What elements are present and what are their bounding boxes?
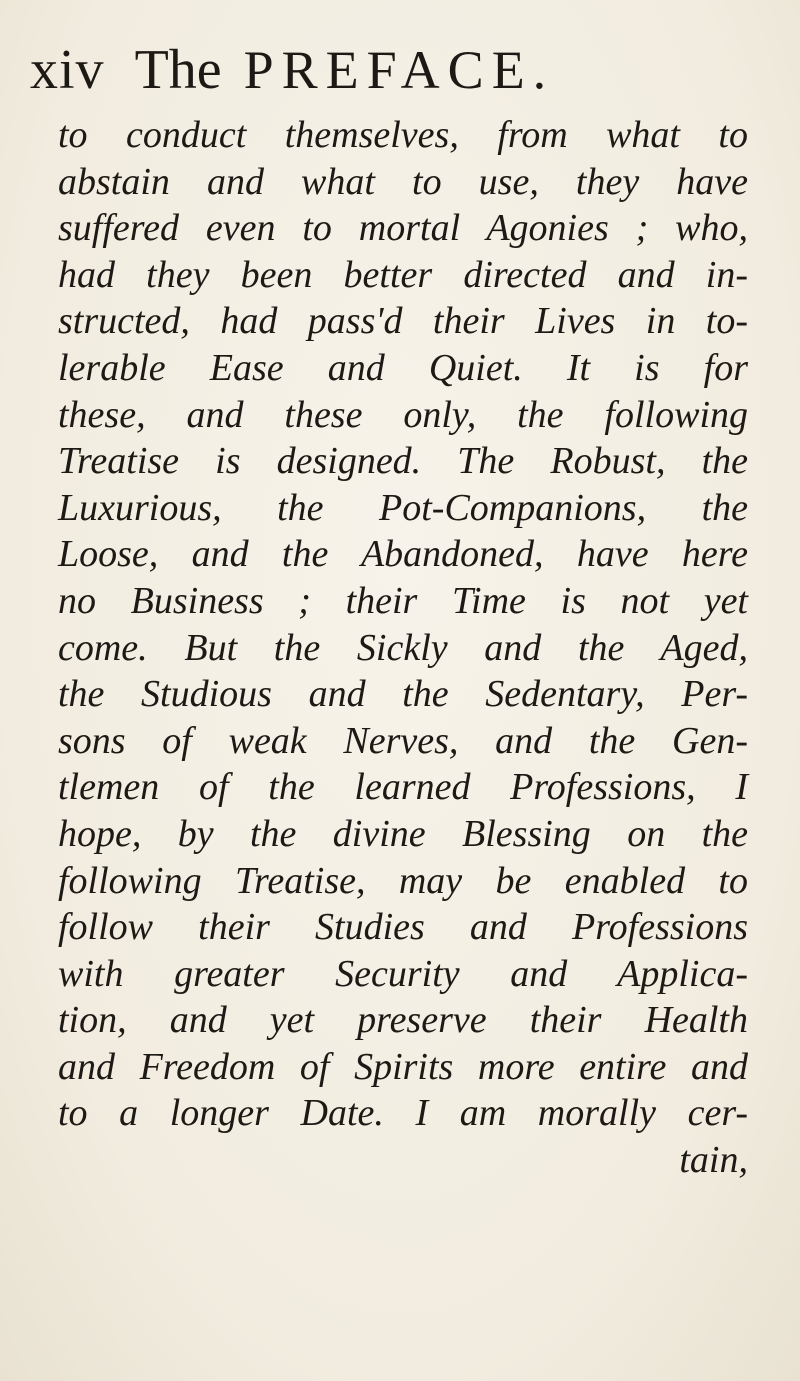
text-line: the Studious and the Sedentary, Per- <box>58 673 748 716</box>
running-title-preface: PREFACE. <box>243 40 555 100</box>
text-line: suffered even to mortal Agonies ; who, <box>58 207 748 250</box>
text-line: following Treatise, may be enabled to <box>58 859 748 902</box>
text-line: no Business ; their Time is not yet <box>58 579 748 622</box>
running-header <box>30 38 770 108</box>
catchword: tain, <box>679 1139 748 1182</box>
text-line: hope, by the divine Blessing on the <box>58 812 748 855</box>
text-line: structed, had pass'd their Lives in to- <box>58 300 748 343</box>
page-number: xiv <box>30 39 105 101</box>
text-line: abstain and what to use, they have <box>58 160 748 203</box>
text-line: and Freedom of Spirits more entire and <box>58 1045 748 1088</box>
text-line: had they been better directed and in- <box>58 253 748 296</box>
text-line: to a longer Date. I am morally cer- <box>58 1092 748 1135</box>
text-line: come. But the Sickly and the Aged, <box>58 626 748 669</box>
text-line: these, and these only, the following <box>58 393 748 436</box>
body-text <box>58 112 748 1184</box>
text-line: tion, and yet preserve their Health <box>58 999 748 1042</box>
text-line: sons of weak Nerves, and the Gen- <box>58 719 748 762</box>
text-line: to conduct themselves, from what to <box>58 114 748 156</box>
text-line: tlemen of the learned Professions, I <box>58 766 748 809</box>
running-title-the: The <box>134 39 222 101</box>
text-line: Loose, and the Abandoned, have here <box>58 533 748 576</box>
text-line: follow their Studies and Professions <box>58 906 748 949</box>
text-line: lerable Ease and Quiet. It is for <box>58 346 748 389</box>
running-title <box>135 38 555 102</box>
text-line: with greater Security and Applica- <box>58 952 748 995</box>
text-line: Luxurious, the Pot-Companions, the <box>58 486 748 529</box>
text-line: Treatise is designed. The Robust, the <box>58 440 748 483</box>
